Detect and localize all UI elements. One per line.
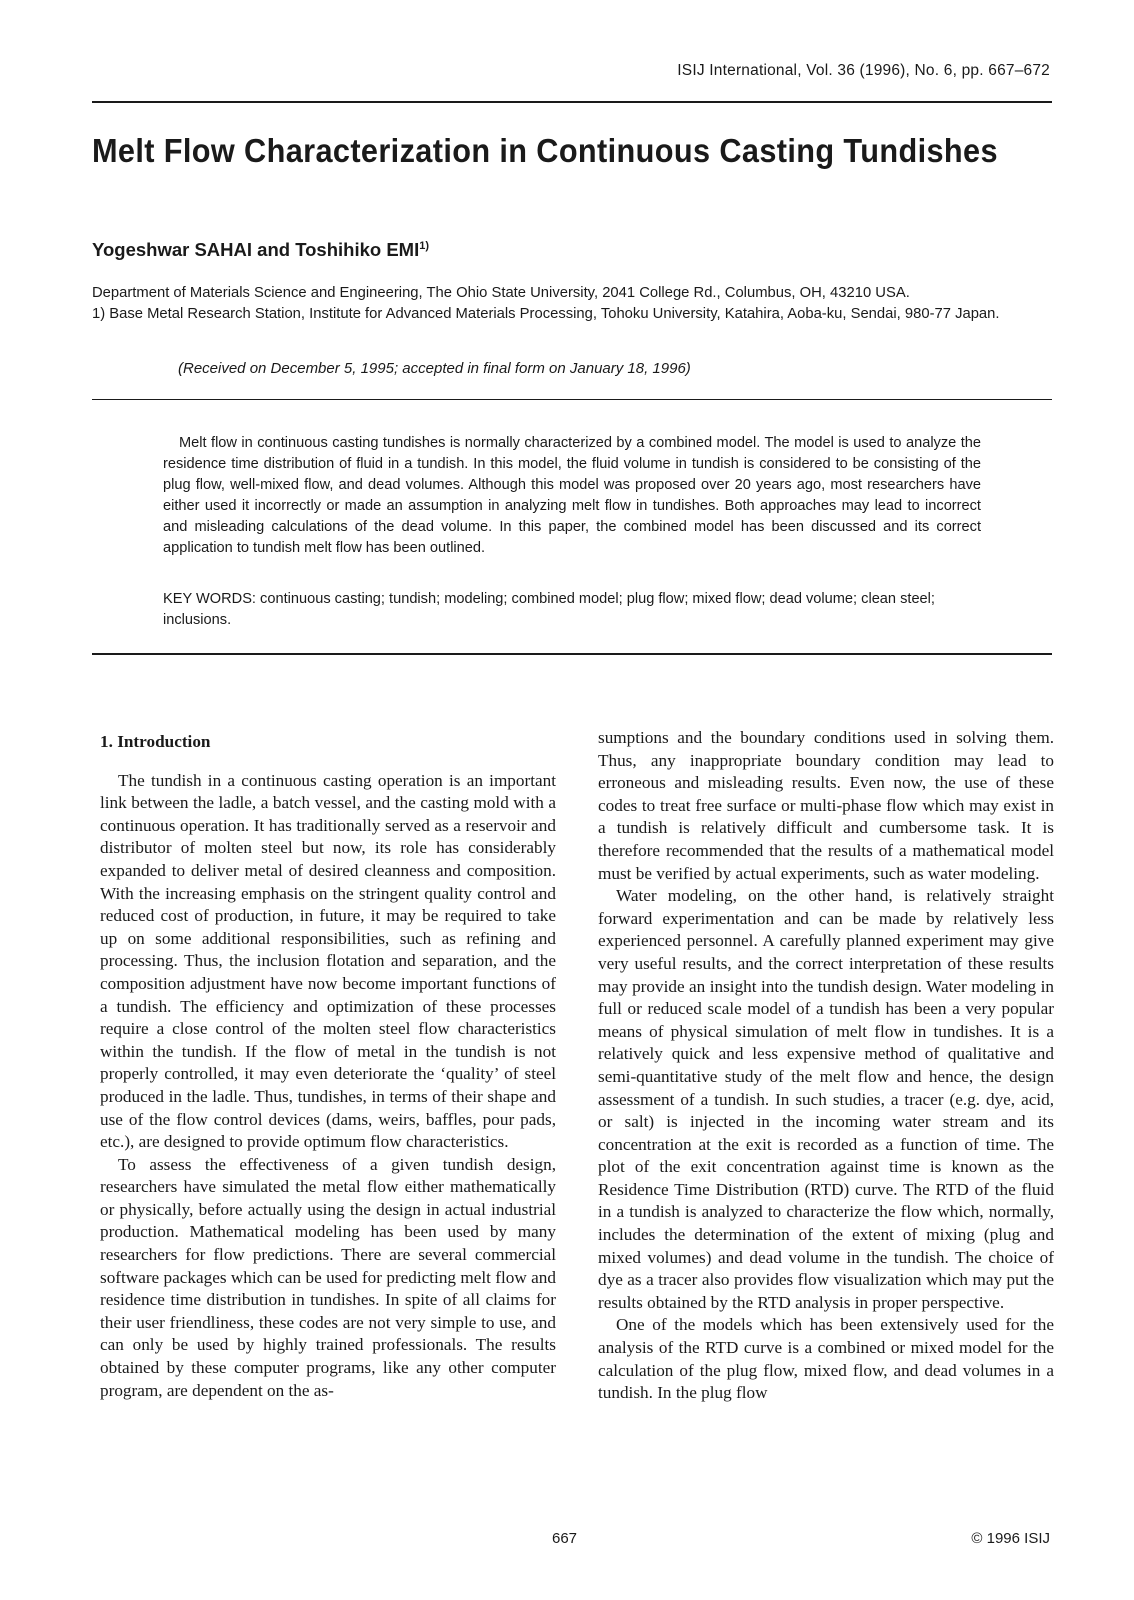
received-date: (Received on December 5, 1995; accepted in final form on January 18, 1996) bbox=[178, 360, 691, 377]
body-paragraph: Water modeling, on the other hand, is relatively straight forward experimentation and can be made by relatively less experienced personnel. A carefully planned experiment may give very useful results, and the correct interpretation of these results may provide an insight into the tundish design. Water modeling in full or reduced scale model of a tundish has been a very popular means of physical simulation of melt flow in tundishes. It is a relatively quick and less expensive method of qualitative and semi-quantitative study of the melt flow and hence, the design assessment of a tundish. In such studies, a tracer (e.g. dye, acid, or salt) is injected in the incoming water stream and its concentration at the exit is recorded as a function of time. The plot of the exit concentration against time is known as the Residence Time Distribution (RTD) curve. The RTD of the fluid in a tundish is analyzed to characterize the flow which, normally, includes the determination of the extent of mixing (plug and mixed volumes) and dead volume in the tundish. The choice of dye as a tracer also provides flow visualization which may put the results obtained by the RTD analysis in proper perspective. bbox=[598, 886, 1054, 1312]
body-paragraph: sumptions and the boundary conditions used in solving them. Thus, any inappropriate boundary condition may lead to erroneous and misleading results. Even now, the use of these codes to treat free surface or multi-phase flow which may exist in a tundish is relatively difficult and cumbersome task. It is therefore recommended that the results of a mathematical model must be verified by actual experiments, such as water modeling. bbox=[598, 728, 1054, 883]
affiliation-1: Department of Materials Science and Engineering, The Ohio State University, 2041 College Rd., Columbus, OH, 43210 USA. bbox=[92, 285, 910, 301]
right-column bbox=[598, 727, 1054, 1405]
copyright-notice: © 1996 ISIJ bbox=[971, 1530, 1050, 1547]
abstract-bottom-rule bbox=[92, 653, 1052, 655]
left-column bbox=[100, 731, 556, 1402]
keywords: KEY WORDS: continuous casting; tundish; modeling; combined model; plug flow; mixed flow; dead volume; clean steel; inclusions. bbox=[163, 591, 935, 628]
author-line bbox=[92, 239, 429, 261]
abstract: Melt flow in continuous casting tundishes is normally characterized by a combined model. The model is used to analyze the residence time distribution of fluid in a tundish. In this model, the fluid volume in tundish is considered to be consisting of the plug flow, well-mixed flow, and dead volumes. Although this model was proposed over 20 years ago, most researchers have either used it incorrectly or made an assumption in analyzing melt flow in tundishes. Both approaches may lead to incorrect and misleading calculations of the dead volume. In this paper, the combined model has been discussed and its correct application to tundish melt flow has been outlined. bbox=[163, 435, 981, 556]
paper-title: Melt Flow Characterization in Continuous Casting Tundishes bbox=[92, 132, 998, 169]
affiliations bbox=[92, 283, 1052, 325]
body-paragraph: The tundish in a continuous casting operation is an important link between the ladle, a batch vessel, and the casting mold with a continuous operation. It has traditionally served as a reservoir and distributor of molten steel but now, its role has considerably expanded to deliver metal of desired cleanness and composition. With the increasing emphasis on the stringent quality control and reduced cost of production, in future, it may be required to take up on some additional responsibilities, such as refining and processing. Thus, the inclusion flotation and separation, and the composition adjustment have now become important functions of a tundish. The efficiency and optimization of these processes require a close control of the molten steel flow characteristics within the tundish. If the flow of metal in the tundish is not properly controlled, it may even deteriorate the ‘quality’ of steel produced in the ladle. Thus, tundishes, in terms of their shape and use of the flow control devices (dams, weirs, baffles, pour pads, etc.), are designed to provide optimum flow characteristics. bbox=[100, 770, 556, 1152]
header-rule bbox=[92, 101, 1052, 103]
author-names: Yogeshwar SAHAI and Toshihiko EMI bbox=[92, 239, 420, 260]
affiliation-2: 1) Base Metal Research Station, Institute for Advanced Materials Processing, Tohoku University, Katahira, Aoba-ku, Sendai, 980-77 Japan. bbox=[92, 306, 1000, 322]
body-paragraph: To assess the effectiveness of a given tundish design, researchers have simulated the metal flow either mathematically or physically, before actually using the design in actual industrial production. Mathematical modeling has been used by many researchers for flow predictions. There are several commercial software packages which can be used for predicting melt flow and residence time distribution in tundishes. In spite of all claims for their user friendliness, these codes are not very simple to use, and can only be used by highly trained professionals. The results obtained by these computer programs, like any other computer program, are dependent on the as- bbox=[100, 1154, 556, 1400]
author-affiliation-mark: 1) bbox=[419, 239, 429, 252]
section-heading: 1. Introduction bbox=[100, 732, 211, 751]
abstract-top-rule bbox=[92, 399, 1052, 400]
body-paragraph: One of the models which has been extensively used for the analysis of the RTD curve is a combined or mixed model for the calculation of the plug flow, mixed flow, and dead volumes in a tundish. In the plug flow bbox=[598, 1315, 1054, 1403]
journal-reference: ISIJ International, Vol. 36 (1996), No. 6, pp. 667–672 bbox=[677, 62, 1050, 79]
page-number: 667 bbox=[552, 1530, 578, 1547]
